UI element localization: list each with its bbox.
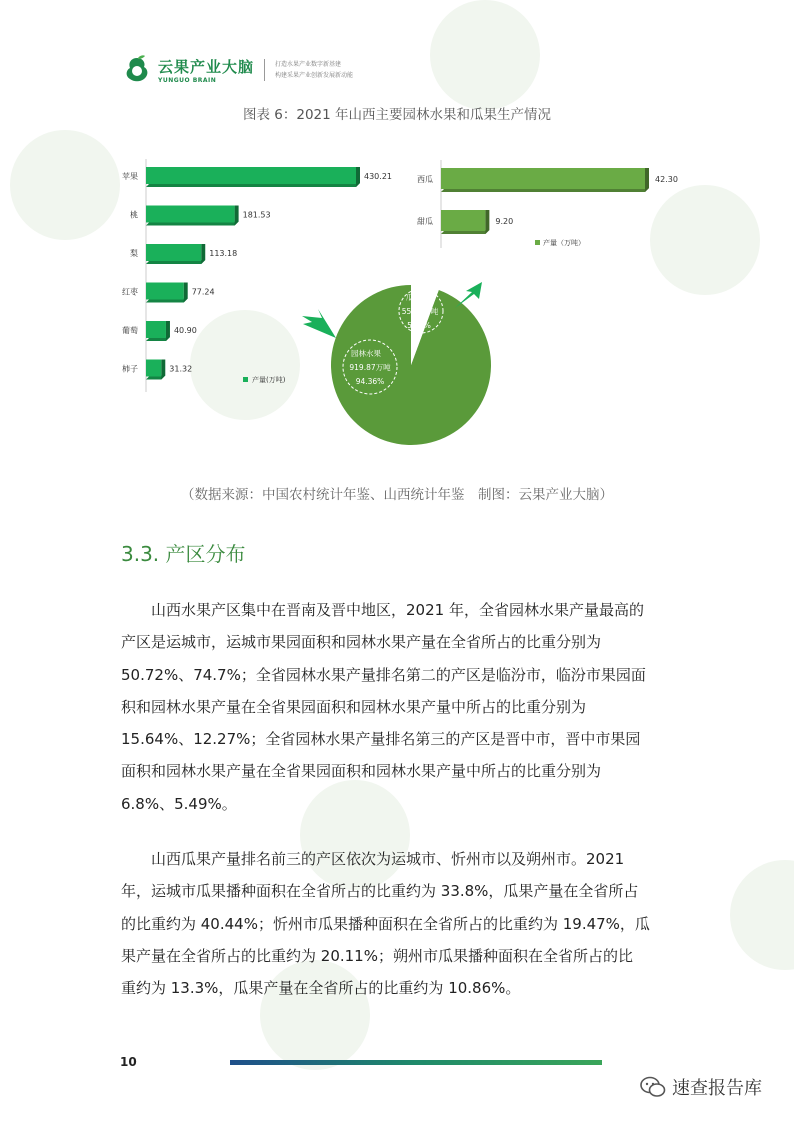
- figure-title: 图表 6：2021 年山西主要园林水果和瓜果生产情况: [242, 107, 552, 123]
- bar: [441, 168, 645, 189]
- bar-side: [485, 210, 489, 234]
- value-label: 181.53: [242, 210, 271, 220]
- figure-charts: [0, 0, 794, 480]
- value-label: 42.30: [655, 175, 678, 184]
- value-label: 77.24: [191, 287, 215, 297]
- category-label: 梨: [130, 249, 138, 258]
- bar-side: [161, 360, 165, 380]
- bar: [146, 283, 184, 300]
- legend-swatch: [535, 240, 540, 245]
- paragraph-line: 产区是运城市，运城市果园面积和园林水果产量在全省所占的比重分别为: [121, 633, 602, 652]
- bar: [146, 206, 235, 223]
- paragraph-line: 重约为 13.3%，瓜果产量在全省所占的比重约为 10.86%。: [121, 979, 521, 998]
- paragraph-line: 年，运城市瓜果播种面积在全省所占的比重约为 33.8%，瓜果产量在全省所占: [121, 882, 639, 901]
- slice-percent: 5.64%: [407, 321, 431, 330]
- wechat-account-name: 速查报告库: [672, 1078, 762, 1099]
- paragraph-melon-regions: [121, 843, 676, 1004]
- paragraph-line: 积和园林水果产量在全省果园面积和园林水果产量中所占的比重分别为: [121, 697, 587, 716]
- watermark-logo: [730, 860, 794, 970]
- slice-name: 瓜果类: [405, 293, 429, 302]
- paragraph-line: 果产量在全省所占的比重约为 20.11%；朔州市瓜果播种面积在全省所占的比: [121, 946, 633, 965]
- bar-side: [201, 244, 205, 264]
- brand-name: 云果产业大脑: [158, 58, 255, 76]
- category-label: 柿子: [122, 364, 138, 374]
- bar-side: [166, 321, 170, 341]
- value-label: 113.18: [209, 249, 238, 258]
- footer-bar: [230, 1060, 602, 1065]
- category-label: 红枣: [122, 287, 138, 297]
- paragraph-line: 50.72%、74.7%；全省园林水果产量排名第二的产区是临汾市，临汾市果园面: [121, 665, 646, 684]
- bar-side: [235, 206, 239, 226]
- paragraph-line: 山西瓜果产量排名前三的产区依次为运城市、忻州市以及朔州市。2021: [121, 850, 625, 868]
- paragraph-fruit-regions: [121, 594, 676, 820]
- wechat-icon: [640, 1076, 666, 1098]
- slogan-line: 构建采果产业创新发展新动能: [275, 72, 354, 79]
- paragraph-line: 15.64%、12.27%；全省园林水果产量排名第三的产区是晋中市，晋中市果园: [121, 730, 641, 749]
- slice-value: 919.87万吨: [349, 363, 391, 372]
- value-label: 40.90: [173, 326, 197, 335]
- legend-label: 产量(万吨): [252, 376, 286, 384]
- brand-name-en: YUNGUO BRAIN: [158, 77, 217, 84]
- paragraph-line: 的比重约为 40.44%；忻州市瓜果播种面积在全省所占的比重约为 19.47%，瓜: [121, 914, 650, 933]
- bar: [146, 360, 161, 377]
- arrow-to-fruit-chart: [302, 309, 336, 338]
- category-label: 桃: [130, 210, 138, 220]
- wechat-account: [640, 1074, 762, 1100]
- category-label: 西瓜: [417, 175, 433, 184]
- bar-side: [184, 283, 188, 303]
- slice-percent: 94.36%: [355, 377, 385, 386]
- paragraph-line: 面积和园林水果产量在全省果园面积和园林水果产量中所占的比重分别为: [121, 762, 602, 781]
- slogan-line: 打造水果产业数字新基建: [275, 61, 342, 68]
- category-label: 葡萄: [122, 326, 138, 335]
- figure-source: （数据来源：中国农村统计年鉴、山西统计年鉴 制图：云果产业大脑）: [181, 487, 613, 503]
- value-label: 430.21: [364, 172, 392, 181]
- bar: [146, 167, 356, 184]
- bar-side: [645, 168, 649, 192]
- value-label: 9.20: [495, 217, 514, 226]
- slice-value: 55.00万吨: [401, 307, 439, 316]
- value-label: 31.32: [169, 364, 193, 374]
- legend-label: 产量（万吨）: [543, 239, 585, 247]
- bar: [146, 244, 201, 261]
- bar: [441, 210, 485, 231]
- category-label: 甜瓜: [417, 217, 433, 226]
- legend-swatch: [243, 377, 248, 382]
- slice-name: 园林水果: [351, 349, 381, 358]
- bar: [146, 321, 166, 338]
- paragraph-line: 山西水果产区集中在晋南及晋中地区，2021 年，全省园林水果产量最高的: [121, 601, 644, 619]
- bar-side: [356, 167, 360, 187]
- section-heading: 3.3. 产区分布: [121, 542, 246, 566]
- category-label: 苹果: [122, 172, 138, 181]
- page-number: 10: [120, 1055, 137, 1069]
- paragraph-line: 6.8%、5.49%。: [121, 794, 237, 813]
